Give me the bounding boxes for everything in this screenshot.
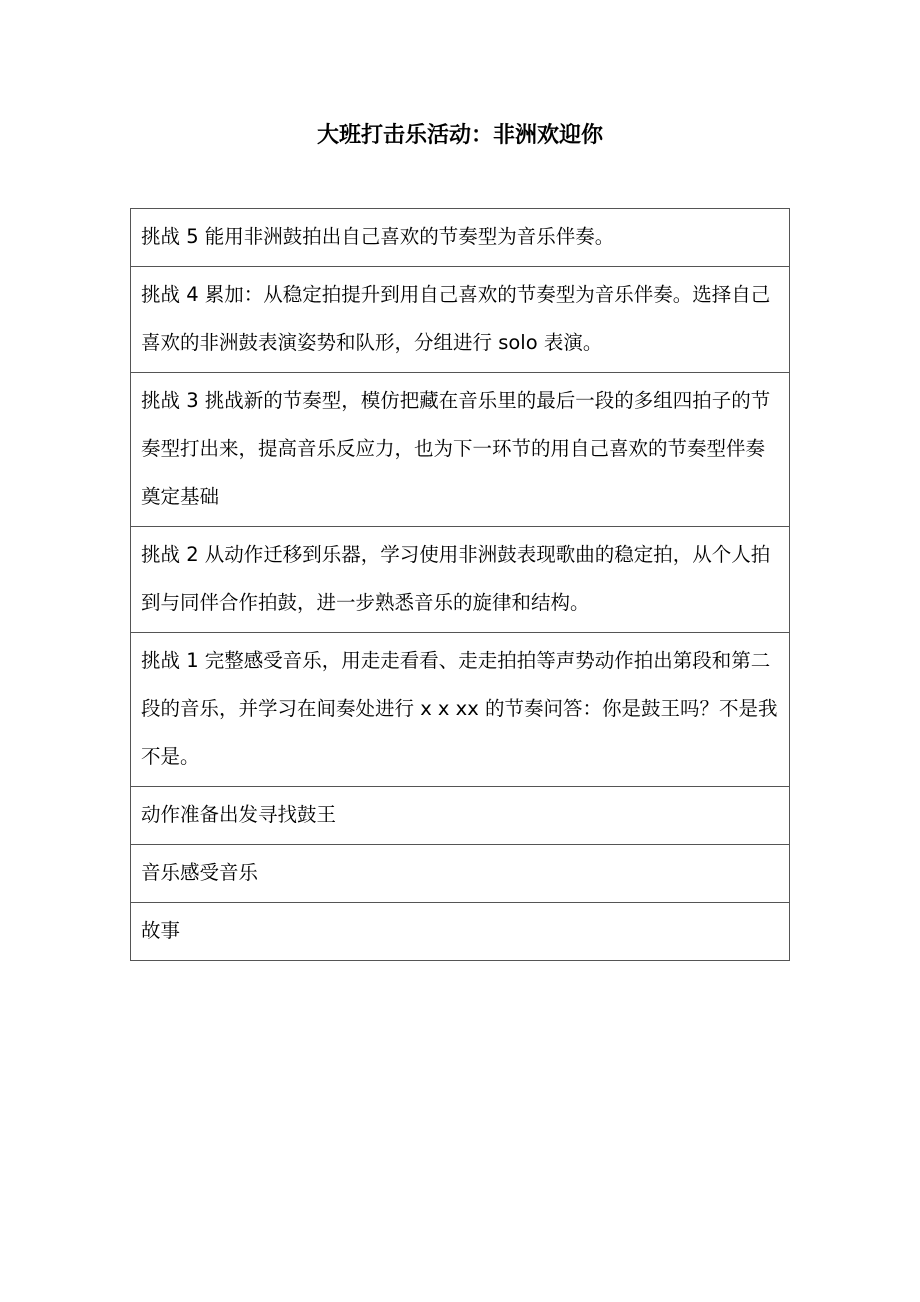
table-row	[131, 527, 790, 633]
challenge-3-cell: 挑战 3 挑战新的节奏型，模仿把藏在音乐里的最后一段的多组四拍子的节奏型打出来，提高音乐反应力，也为下一环节的用自己喜欢的节奏型伴奏奠定基础	[131, 373, 790, 527]
table-row	[131, 633, 790, 787]
table-row	[131, 845, 790, 903]
table-row	[131, 373, 790, 527]
challenge-2-cell: 挑战 2 从动作迁移到乐器，学习使用非洲鼓表现歌曲的稳定拍，从个人拍到与同伴合作拍鼓，进一步熟悉音乐的旋律和结构。	[131, 527, 790, 633]
music-cell: 音乐感受音乐	[131, 845, 790, 903]
table-row	[131, 267, 790, 373]
table-row	[131, 903, 790, 961]
story-cell: 故事	[131, 903, 790, 961]
table-row	[131, 209, 790, 267]
activity-table	[130, 208, 790, 961]
challenge-4-cell: 挑战 4 累加：从稳定拍提升到用自己喜欢的节奏型为音乐伴奏。选择自己喜欢的非洲鼓表演姿势和队形，分组进行 solo 表演。	[131, 267, 790, 373]
challenge-5-cell: 挑战 5 能用非洲鼓拍出自己喜欢的节奏型为音乐伴奏。	[131, 209, 790, 267]
table-row	[131, 787, 790, 845]
document-title: 大班打击乐活动：非洲欢迎你	[316, 123, 603, 148]
movement-cell: 动作准备出发寻找鼓王	[131, 787, 790, 845]
challenge-1-cell: 挑战 1 完整感受音乐，用走走看看、走走拍拍等声势动作拍出第段和第二段的音乐，并学习在间奏处进行 x x xx 的节奏问答：你是鼓王吗？不是我不是。	[131, 633, 790, 787]
